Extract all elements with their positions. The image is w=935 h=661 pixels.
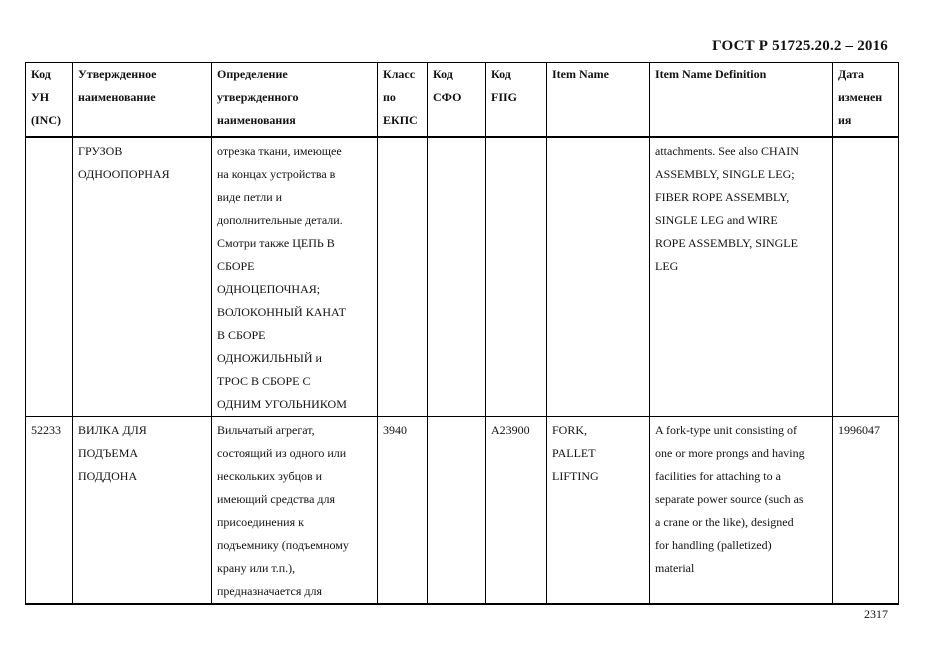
cell-item-name: FORK, PALLET LIFTING	[547, 416, 650, 604]
col-header-item-name-definition: Item Name Definition	[650, 63, 833, 137]
table-row	[26, 416, 899, 604]
cell-ekps-class: 3940	[378, 416, 428, 604]
cell-approved-name: ГРУЗОВ ОДНООПОРНАЯ	[73, 137, 212, 417]
cell-sfo-code	[428, 137, 486, 417]
standard-code: ГОСТ Р 51725.20.2 – 2016	[712, 38, 888, 54]
cell-fiig-code: A23900	[486, 416, 547, 604]
col-header-inc: Код УН (INC)	[26, 63, 73, 137]
col-header-fiig-code: Код FIIG	[486, 63, 547, 137]
col-header-definition: Определение утвержденного наименования	[212, 63, 378, 137]
cell-item-name-definition: A fork-type unit consisting of one or more prongs and having facilities for attaching to a separate power source (such as a crane or the like), designed for handling (palletized) material	[650, 416, 833, 604]
col-header-item-name: Item Name	[547, 63, 650, 137]
col-header-sfo-code: Код СФО	[428, 63, 486, 137]
page-number: 2317	[864, 607, 888, 621]
cell-definition: отрезка ткани, имеющее на концах устройства в виде петли и дополнительные детали. Смотри также ЦЕПЬ В СБОРЕ ОДНОЦЕПОЧНАЯ; ВОЛОКОННЫЙ КАНАТ В СБОРЕ ОДНОЖИЛЬНЫЙ и ТРОС В СБОРЕ С ОДНИМ УГОЛЬНИКОМ	[212, 137, 378, 417]
cell-definition: Вильчатый агрегат, состоящий из одного или нескольких зубцов и имеющий средства для присоединения к подъемнику (подъемному крану или т.п.), предназначается для	[212, 416, 378, 604]
col-header-approved-name: Утвержденное наименование	[73, 63, 212, 137]
cell-sfo-code	[428, 416, 486, 604]
cell-inc: 52233	[26, 416, 73, 604]
table-row	[26, 137, 899, 417]
cell-fiig-code	[486, 137, 547, 417]
cell-inc	[26, 137, 73, 417]
col-header-change-date: Дата изменен ия	[833, 63, 899, 137]
cell-approved-name: ВИЛКА ДЛЯ ПОДЪЕМА ПОДДОНА	[73, 416, 212, 604]
col-header-ekps-class: Класс по ЕКПС	[378, 63, 428, 137]
cell-change-date: 1996047	[833, 416, 899, 604]
cell-item-name	[547, 137, 650, 417]
cell-change-date	[833, 137, 899, 417]
cell-item-name-definition: attachments. See also CHAIN ASSEMBLY, SINGLE LEG; FIBER ROPE ASSEMBLY, SINGLE LEG and WIRE ROPE ASSEMBLY, SINGLE LEG	[650, 137, 833, 417]
table-header-row	[26, 63, 899, 137]
registry-table	[25, 62, 899, 605]
cell-ekps-class	[378, 137, 428, 417]
